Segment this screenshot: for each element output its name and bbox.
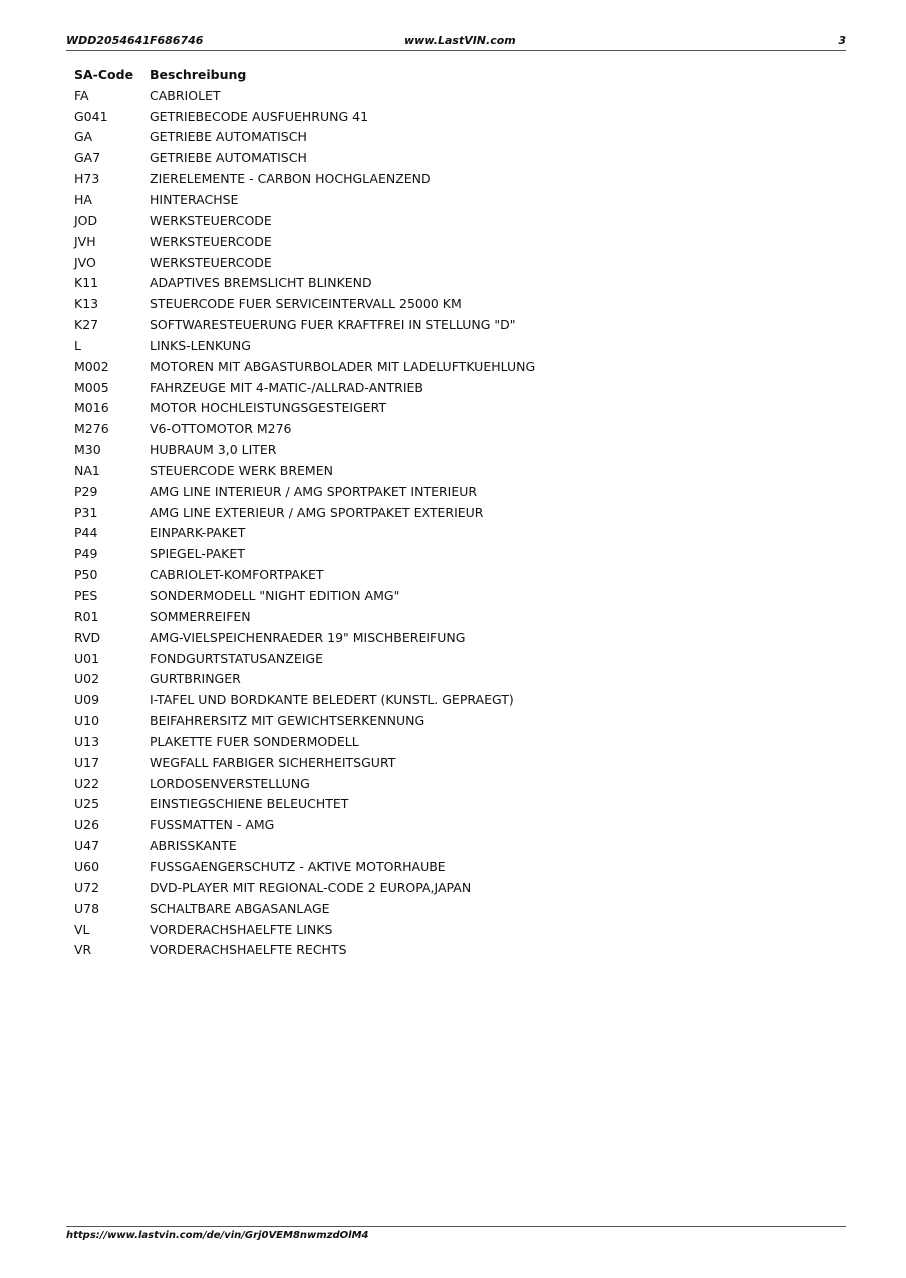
description-cell: VORDERACHSHAELFTE RECHTS: [150, 942, 347, 958]
description-cell: EINSTIEGSCHIENE BELEUCHTET: [150, 796, 349, 812]
site-name: www.LastVIN.com: [404, 34, 516, 47]
page-number: 3: [838, 34, 846, 47]
description-cell: MOTOREN MIT ABGASTURBOLADER MIT LADELUFTKUEHLUNG: [150, 358, 536, 374]
table-row: [74, 335, 535, 356]
table-body: [74, 85, 535, 960]
table-row: [74, 689, 535, 710]
sa-code-cell: P44: [74, 525, 98, 541]
description-cell: BEIFAHRERSITZ MIT GEWICHTSERKENNUNG: [150, 713, 425, 729]
description-cell: V6-OTTOMOTOR M276: [150, 421, 292, 437]
description-cell: CABRIOLET: [150, 87, 221, 103]
sa-code-cell: RVD: [74, 629, 101, 645]
description-cell: SOFTWARESTEUERUNG FUER KRAFTFREI IN STELLUNG "D": [150, 317, 516, 333]
sa-code-cell: GA: [74, 129, 93, 145]
sa-code-cell: U01: [74, 650, 100, 666]
table-row: [74, 773, 535, 794]
sa-code-cell: HA: [74, 191, 92, 207]
description-cell: WERKSTEUERCODE: [150, 233, 272, 249]
description-cell: AMG-VIELSPEICHENRAEDER 19" MISCHBEREIFUNG: [150, 629, 466, 645]
sa-code-cell: P50: [74, 567, 98, 583]
table-row: [74, 898, 535, 919]
description-cell: LORDOSENVERSTELLUNG: [150, 775, 310, 791]
table-row: [74, 127, 535, 148]
table-row: [74, 939, 535, 960]
table-row: [74, 648, 535, 669]
sa-code-cell: VR: [74, 942, 92, 958]
sa-code-cell: K11: [74, 275, 99, 291]
table-row: [74, 877, 535, 898]
description-cell: GETRIEBECODE AUSFUEHRUNG 41: [150, 108, 369, 124]
table-row: [74, 731, 535, 752]
sa-code-cell: U78: [74, 900, 100, 916]
description-cell: ZIERELEMENTE - CARBON HOCHGLAENZEND: [150, 171, 431, 187]
table-row: [74, 210, 535, 231]
table-row: [74, 606, 535, 627]
description-cell: DVD-PLAYER MIT REGIONAL-CODE 2 EUROPA,JAPAN: [150, 879, 472, 895]
description-cell: FONDGURTSTATUSANZEIGE: [150, 650, 324, 666]
sa-code-table: [74, 64, 535, 960]
description-cell: WERKSTEUERCODE: [150, 212, 272, 228]
table-row: [74, 919, 535, 940]
sa-code-cell: U60: [74, 858, 100, 874]
sa-code-cell: U10: [74, 713, 100, 729]
table-row: [74, 377, 535, 398]
sa-code-cell: U02: [74, 671, 100, 687]
sa-code-cell: JVH: [74, 233, 96, 249]
table-row: [74, 835, 535, 856]
sa-code-cell: P31: [74, 504, 98, 520]
description-cell: WEGFALL FARBIGER SICHERHEITSGURT: [150, 754, 396, 770]
sa-code-cell: PES: [74, 588, 98, 604]
sa-code-cell: P29: [74, 483, 98, 499]
description-cell: HINTERACHSE: [150, 191, 239, 207]
sa-code-cell: K27: [74, 317, 99, 333]
table-row: [74, 794, 535, 815]
table-row: [74, 418, 535, 439]
description-cell: WERKSTEUERCODE: [150, 254, 272, 270]
sa-code-cell: M276: [74, 421, 109, 437]
table-row: [74, 106, 535, 127]
description-cell: FAHRZEUGE MIT 4-MATIC-/ALLRAD-ANTRIEB: [150, 379, 423, 395]
column-header-beschreibung: Beschreibung: [150, 66, 247, 82]
description-cell: SCHALTBARE ABGASANLAGE: [150, 900, 330, 916]
description-cell: ADAPTIVES BREMSLICHT BLINKEND: [150, 275, 372, 291]
page-footer: [66, 1226, 846, 1241]
table-row: [74, 231, 535, 252]
sa-code-cell: U47: [74, 838, 100, 854]
sa-code-cell: U17: [74, 754, 100, 770]
sa-code-cell: FA: [74, 87, 89, 103]
sa-code-cell: G041: [74, 108, 108, 124]
sa-code-cell: JVO: [74, 254, 96, 270]
sa-code-cell: L: [74, 337, 81, 353]
table-row: [74, 85, 535, 106]
sa-code-cell: U22: [74, 775, 100, 791]
table-row: [74, 272, 535, 293]
description-cell: I-TAFEL UND BORDKANTE BELEDERT (KUNSTL. GEPRAEGT): [150, 692, 514, 708]
table-row: [74, 481, 535, 502]
sa-code-cell: M005: [74, 379, 109, 395]
sa-code-cell: U26: [74, 817, 100, 833]
footer-url: https://www.lastvin.com/de/vin/Grj0VEM8nwmzdOlM4: [66, 1230, 369, 1241]
sa-code-cell: M002: [74, 358, 109, 374]
table-row: [74, 564, 535, 585]
table-row: [74, 460, 535, 481]
table-row: [74, 523, 535, 544]
table-row: [74, 356, 535, 377]
sa-code-cell: U72: [74, 879, 100, 895]
vin-number: WDD2054641F686746: [66, 34, 204, 47]
description-cell: HUBRAUM 3,0 LITER: [150, 442, 277, 458]
table-row: [74, 168, 535, 189]
sa-code-cell: H73: [74, 171, 100, 187]
table-row: [74, 147, 535, 168]
description-cell: ABRISSKANTE: [150, 838, 237, 854]
table-row: [74, 585, 535, 606]
table-row: [74, 856, 535, 877]
sa-code-cell: GA7: [74, 150, 101, 166]
description-cell: PLAKETTE FUER SONDERMODELL: [150, 733, 359, 749]
table-row: [74, 502, 535, 523]
description-cell: AMG LINE EXTERIEUR / AMG SPORTPAKET EXTERIEUR: [150, 504, 484, 520]
table-row: [74, 752, 535, 773]
table-row: [74, 293, 535, 314]
table-row: [74, 439, 535, 460]
table-row: [74, 668, 535, 689]
sa-code-cell: K13: [74, 296, 99, 312]
description-cell: FUSSGAENGERSCHUTZ - AKTIVE MOTORHAUBE: [150, 858, 446, 874]
table-row: [74, 627, 535, 648]
sa-code-cell: M016: [74, 400, 109, 416]
sa-code-cell: U25: [74, 796, 100, 812]
description-cell: SONDERMODELL "NIGHT EDITION AMG": [150, 588, 400, 604]
table-row: [74, 252, 535, 273]
table-row: [74, 710, 535, 731]
table-row: [74, 189, 535, 210]
sa-code-cell: P49: [74, 546, 98, 562]
table-row: [74, 814, 535, 835]
description-cell: MOTOR HOCHLEISTUNGSGESTEIGERT: [150, 400, 387, 416]
description-cell: STEUERCODE WERK BREMEN: [150, 462, 333, 478]
table-row: [74, 398, 535, 419]
column-header-sa-code: SA-Code: [74, 66, 134, 82]
sa-code-cell: JOD: [74, 212, 98, 228]
table-row: [74, 543, 535, 564]
description-cell: FUSSMATTEN - AMG: [150, 817, 275, 833]
description-cell: VORDERACHSHAELFTE LINKS: [150, 921, 333, 937]
description-cell: GURTBRINGER: [150, 671, 241, 687]
sa-code-cell: VL: [74, 921, 90, 937]
page-header: [66, 34, 846, 51]
description-cell: EINPARK-PAKET: [150, 525, 246, 541]
sa-code-cell: U09: [74, 692, 100, 708]
sa-code-cell: NA1: [74, 462, 100, 478]
description-cell: GETRIEBE AUTOMATISCH: [150, 150, 307, 166]
sa-code-cell: M30: [74, 442, 101, 458]
description-cell: AMG LINE INTERIEUR / AMG SPORTPAKET INTERIEUR: [150, 483, 478, 499]
description-cell: STEUERCODE FUER SERVICEINTERVALL 25000 KM: [150, 296, 462, 312]
description-cell: GETRIEBE AUTOMATISCH: [150, 129, 307, 145]
description-cell: CABRIOLET-KOMFORTPAKET: [150, 567, 324, 583]
sa-code-cell: U13: [74, 733, 100, 749]
table-row: [74, 314, 535, 335]
table-header-row: [74, 64, 535, 85]
sa-code-cell: R01: [74, 608, 99, 624]
description-cell: SOMMERREIFEN: [150, 608, 251, 624]
description-cell: SPIEGEL-PAKET: [150, 546, 245, 562]
description-cell: LINKS-LENKUNG: [150, 337, 251, 353]
